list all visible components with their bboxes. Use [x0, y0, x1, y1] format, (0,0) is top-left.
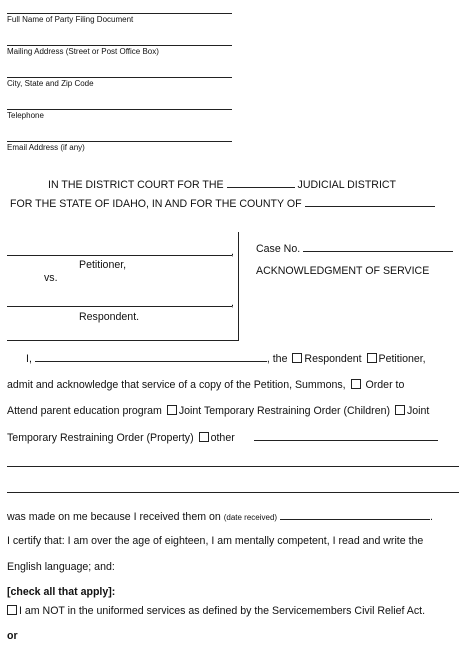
email-line[interactable]: [7, 141, 232, 142]
county-text: FOR THE STATE OF IDAHO, IN AND FOR THE COUNTY OF: [10, 198, 302, 210]
caption-bottom-line: [7, 340, 239, 341]
order-to-attend-checkbox[interactable]: [351, 379, 361, 389]
telephone-line[interactable]: [7, 109, 232, 110]
name-blank[interactable]: [35, 352, 267, 362]
jtro-property-checkbox[interactable]: [395, 405, 405, 415]
address-line[interactable]: [7, 45, 232, 46]
period: .: [430, 511, 433, 523]
petitioner-option: Petitioner,: [378, 353, 426, 365]
other-checkbox[interactable]: [199, 432, 209, 442]
property-text: Temporary Restraining Order (Property): [7, 432, 194, 444]
name-label: Full Name of Party Filing Document: [7, 15, 134, 24]
telephone-label: Telephone: [7, 111, 44, 120]
not-uniformed-text: I am NOT in the uniformed services as defined by the Servicemembers Civil Relief Act.: [19, 605, 426, 617]
joint-text: Joint: [406, 405, 430, 417]
email-label: Email Address (if any): [7, 143, 85, 152]
or-label: or: [7, 630, 18, 642]
court-line-2: [10, 197, 435, 210]
blank-line-2[interactable]: [7, 492, 459, 493]
admit-text: admit and acknowledge that service of a copy of the Petition, Summons,: [7, 379, 346, 391]
respondent-label: Respondent.: [79, 311, 140, 323]
court-text-a: IN THE DISTRICT COURT FOR THE: [48, 179, 224, 191]
respondent-comma: ,: [231, 297, 234, 309]
check-all-heading: [check all that apply]:: [7, 586, 116, 598]
body-line-8: [5, 605, 425, 617]
body-line-5: [7, 510, 433, 523]
vs-label: vs.: [44, 272, 58, 284]
city-label: City, State and Zip Code: [7, 79, 94, 88]
petitioner-label: Petitioner,: [79, 259, 127, 271]
case-no-blank[interactable]: [303, 242, 453, 252]
blank-line-1[interactable]: [7, 466, 459, 467]
petitioner-checkbox[interactable]: [367, 353, 377, 363]
date-received-hint: (date received): [223, 513, 278, 522]
jtro-children-checkbox[interactable]: [167, 405, 177, 415]
document-title: ACKNOWLEDGMENT OF SERVICE: [256, 265, 430, 277]
attend-text: Attend parent education program: [7, 405, 162, 417]
case-no-label: Case No.: [256, 243, 301, 255]
not-uniformed-checkbox[interactable]: [7, 605, 17, 615]
petitioner-line[interactable]: [7, 255, 232, 256]
order-to-text: Order to: [365, 379, 405, 391]
jtro-children-text: Joint Temporary Restraining Order (Children): [178, 405, 391, 417]
date-blank[interactable]: [280, 510, 430, 520]
body-line-4: [7, 431, 438, 444]
address-label: Mailing Address (Street or Post Office Box): [7, 47, 159, 56]
respondent-checkbox[interactable]: [292, 353, 302, 363]
county-blank[interactable]: [305, 197, 435, 207]
city-line[interactable]: [7, 77, 232, 78]
body-line-2: [7, 379, 404, 391]
body-line-3: [7, 405, 429, 417]
name-line[interactable]: [7, 13, 232, 14]
other-text: other: [210, 432, 235, 444]
case-number-row: [256, 242, 453, 255]
respondent-option: Respondent: [304, 353, 362, 365]
body-line-7: English language; and:: [7, 561, 115, 573]
body-line-1: [26, 352, 426, 365]
respondent-line[interactable]: [7, 306, 232, 307]
the-label: , the: [266, 353, 288, 365]
court-text-b: JUDICIAL DISTRICT: [297, 179, 397, 191]
petitioner-comma: ,: [231, 246, 234, 258]
received-text: was made on me because I received them on: [7, 511, 221, 523]
caption-divider: [238, 232, 239, 340]
i-label: I,: [26, 353, 32, 365]
body-line-6: I certify that: I am over the age of eighteen, I am mentally competent, I read and write the: [7, 535, 424, 547]
district-blank[interactable]: [227, 178, 295, 188]
court-line-1: [48, 178, 396, 191]
other-blank[interactable]: [254, 431, 438, 441]
